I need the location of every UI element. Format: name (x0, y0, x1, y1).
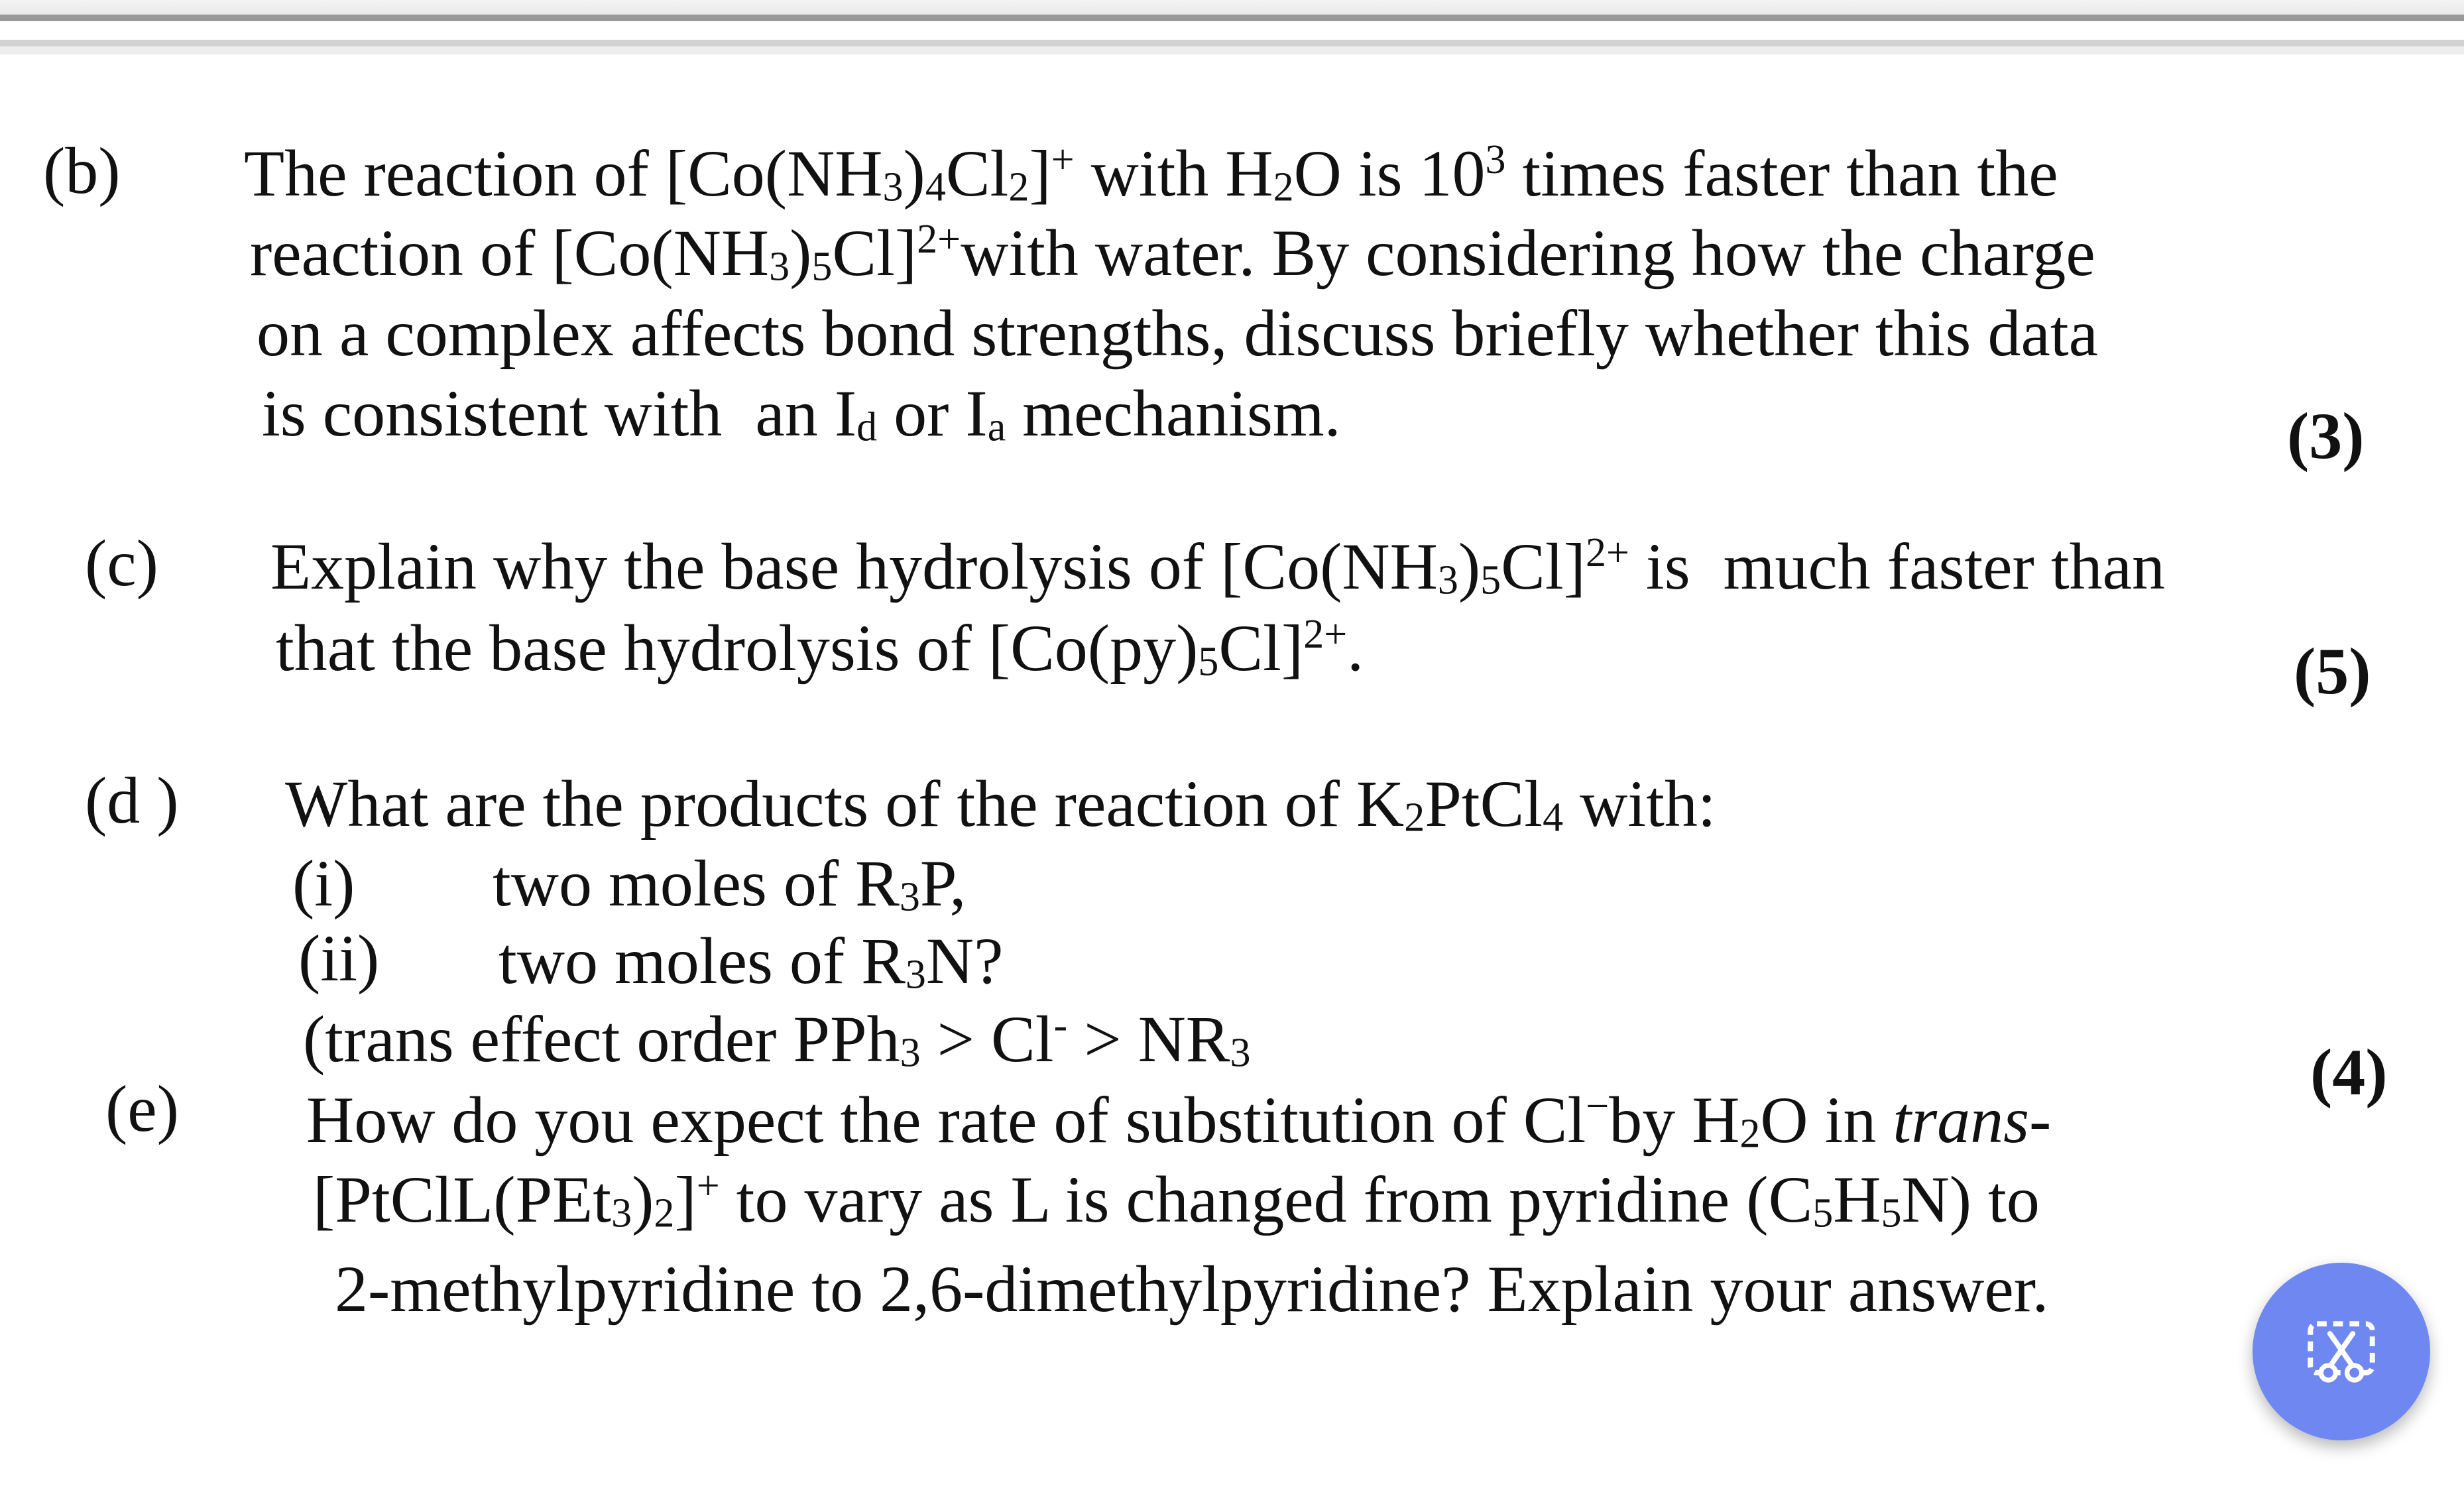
question-e-label: (e) (105, 1072, 179, 1145)
question-c-marks: (5) (2294, 634, 2371, 708)
question-e-line-2: $[PtClL(PEt_3)_2]^+$ to vary as L is changed from pyridine $(C_5H_5N)$ to (313, 1163, 2040, 1236)
question-c-label: (c) (85, 526, 158, 600)
question-e-line-3: 2-methylpyridine to 2,6-dimethylpyridine? Explain your answer. (335, 1252, 2049, 1326)
top-rule (0, 46, 2464, 54)
question-d-item-ii-num: (ii) (298, 921, 380, 995)
top-rule-gap (0, 21, 2464, 40)
question-d-item-i-num: (i) (292, 846, 355, 920)
top-band (0, 0, 2464, 15)
question-b-line-3: on a complex affects bond strengths, discuss briefly whether this data (257, 296, 2099, 370)
question-d-note: (trans effect order $PPh_3 > Cl^- > NR_3$ (303, 1002, 1251, 1076)
question-b-marks: (3) (2287, 399, 2365, 473)
question-d-item-i-text: two moles of $R_3P$, (493, 846, 967, 920)
screenshot-scissors-button[interactable] (2253, 1263, 2430, 1440)
question-e-line-1: How do you expect the rate of substitution of Cl−by $H_2O$ in trans- (306, 1083, 2052, 1157)
top-rule (0, 40, 2464, 46)
question-b-label: (b) (43, 134, 121, 207)
question-d-intro: What are the products of the reaction of $K_2PtCl_4$ with: (285, 767, 1716, 840)
top-rule (0, 15, 2464, 21)
question-c-line-1: Explain why the base hydrolysis of $[Co(NH_3)_5Cl]^{2+}$ is much faster than (270, 530, 2166, 603)
question-b-line-1: The reaction of $[Co(NH_3)_4Cl_2]^+$ with $H_2O$ is $10^3$ times faster than the (244, 137, 2058, 210)
question-b-line-4: is consistent with an $I_d$ or $I_a$ mechanism. (262, 376, 1341, 450)
question-b-line-2: reaction of $[Co(NH_3)_5Cl]^{2+}with$ water. By considering how the charge (250, 216, 2095, 290)
question-d-label: (d ) (85, 764, 179, 837)
screenshot-scissors-icon (2302, 1312, 2380, 1391)
question-d-marks: (4) (2310, 1035, 2388, 1109)
question-c-line-2: that the base hydrolysis of $[Co(py)_5Cl]^{2+}$. (276, 611, 1364, 685)
question-d-item-ii-text: two moles of $R_3N$? (499, 924, 1004, 998)
